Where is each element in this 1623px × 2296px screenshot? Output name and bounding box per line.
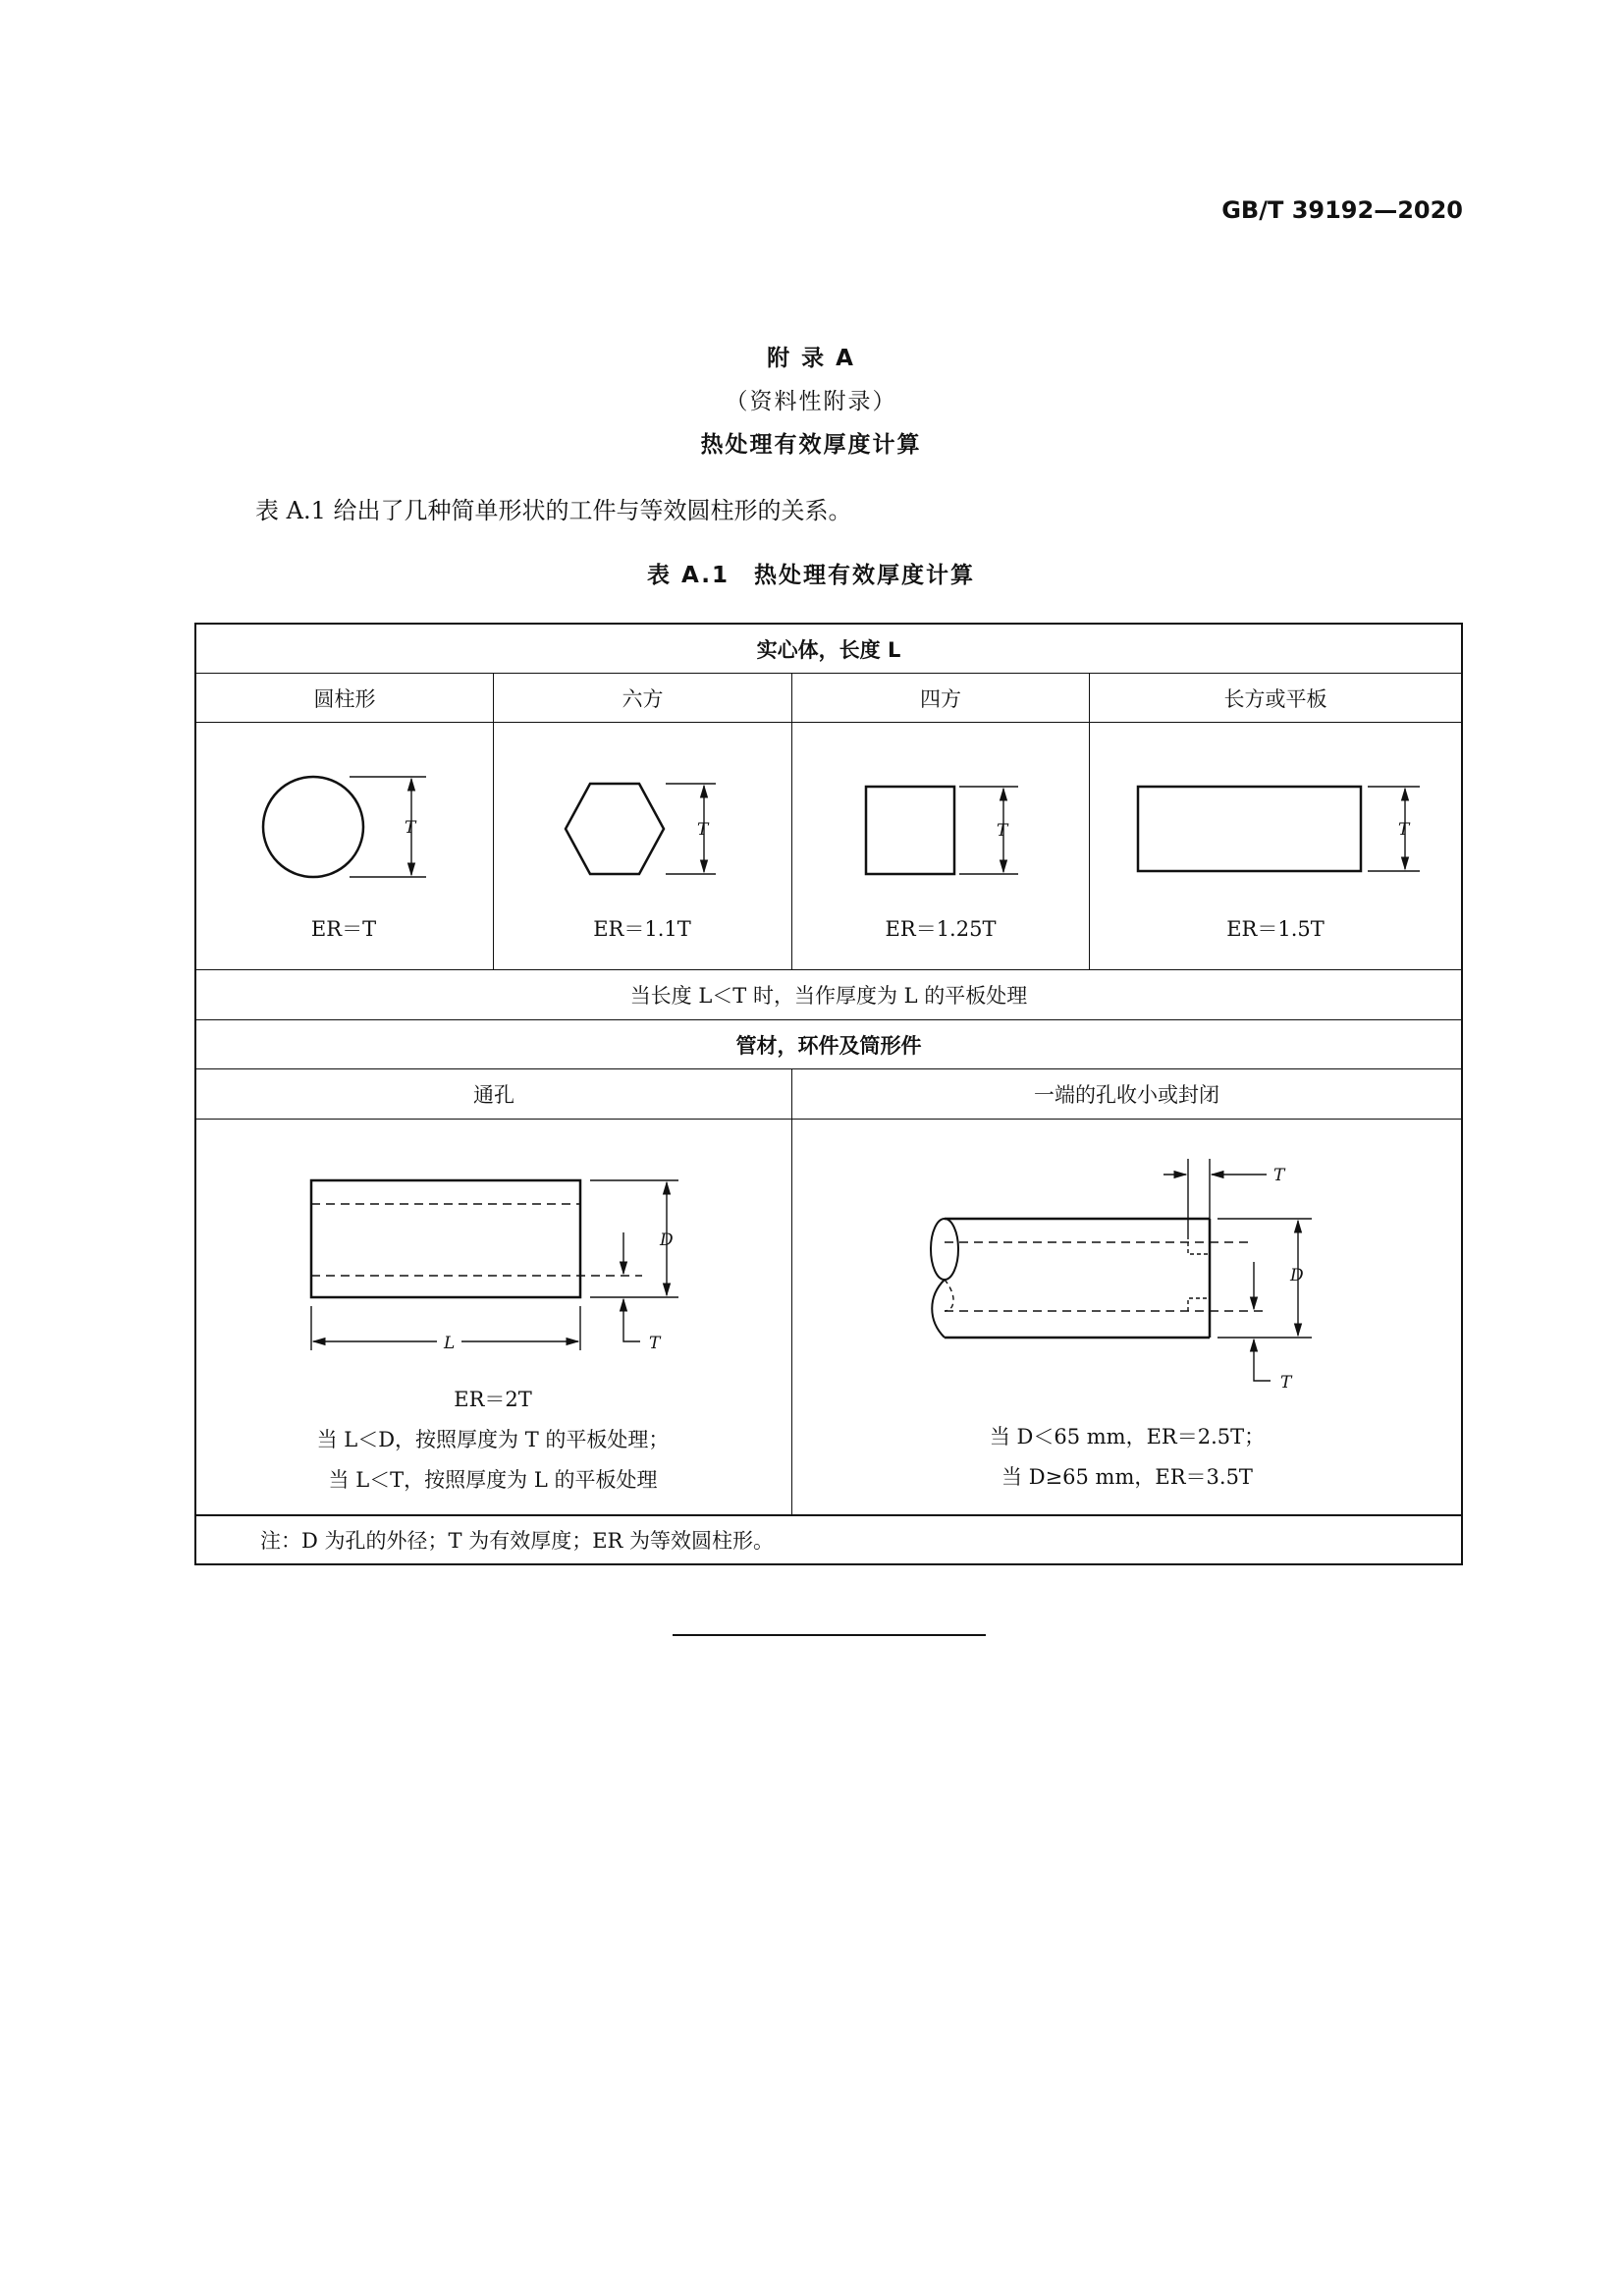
- dim-label-T: T: [1273, 1166, 1285, 1185]
- annex-label: 附 录 A: [767, 346, 855, 371]
- dim-label-D: D: [660, 1230, 674, 1250]
- solid-header: 实心体，长度 L: [194, 623, 1463, 674]
- annex-title: 热处理有效厚度计算: [700, 432, 922, 458]
- col-rectangle: 长方或平板: [1089, 673, 1463, 723]
- table-note: 注：D 为孔的外径；T 为有效厚度；ER 为等效圆柱形。: [194, 1514, 1463, 1565]
- dim-label-T: T: [697, 820, 709, 840]
- dim-label-T: T: [405, 818, 416, 838]
- er-hexagon: ER＝1.1T: [593, 917, 691, 941]
- through-hole-rule-2: 当 L＜T，按照厚度为 L 的平板处理: [328, 1468, 658, 1492]
- table-caption: 表 A.1 热处理有效厚度计算: [647, 563, 975, 588]
- dim-label-D: D: [1290, 1266, 1304, 1285]
- er-square: ER＝1.25T: [885, 917, 997, 941]
- through-hole-er: ER＝2T: [454, 1388, 532, 1411]
- dim-label-T: T: [1398, 820, 1410, 840]
- tube-header: 管材，环件及筒形件: [194, 1019, 1463, 1069]
- closed-end-rule-1: 当 D＜65 mm，ER＝2.5T；: [989, 1425, 1266, 1449]
- cell-through-hole: [194, 1119, 792, 1515]
- er-cylinder: ER＝T: [310, 917, 377, 941]
- cell-closed-end: [791, 1119, 1463, 1515]
- er-rectangle: ER＝1.5T: [1226, 917, 1325, 941]
- col-closed-end: 一端的孔收小或封闭: [791, 1068, 1463, 1120]
- solid-note: 当长度 L＜T 时，当作厚度为 L 的平板处理: [194, 969, 1463, 1020]
- col-square: 四方: [791, 673, 1090, 723]
- dim-label-T: T: [1280, 1373, 1292, 1393]
- col-cylinder: 圆柱形: [194, 673, 494, 723]
- standard-number: GB/T 39192—2020: [1221, 196, 1463, 224]
- annex-type: （资料性附录）: [725, 389, 897, 414]
- col-through-hole: 通孔: [194, 1068, 792, 1120]
- dim-label-L: L: [444, 1334, 456, 1353]
- dim-label-T: T: [649, 1334, 661, 1353]
- closed-end-rule-2: 当 D≥65 mm，ER＝3.5T: [1001, 1465, 1253, 1489]
- through-hole-rule-1: 当 L＜D，按照厚度为 T 的平板处理；: [316, 1428, 670, 1451]
- col-hexagon: 六方: [493, 673, 792, 723]
- intro-text: 表 A.1 给出了几种简单形状的工件与等效圆柱形的关系。: [255, 497, 852, 524]
- dim-label-T: T: [997, 821, 1008, 841]
